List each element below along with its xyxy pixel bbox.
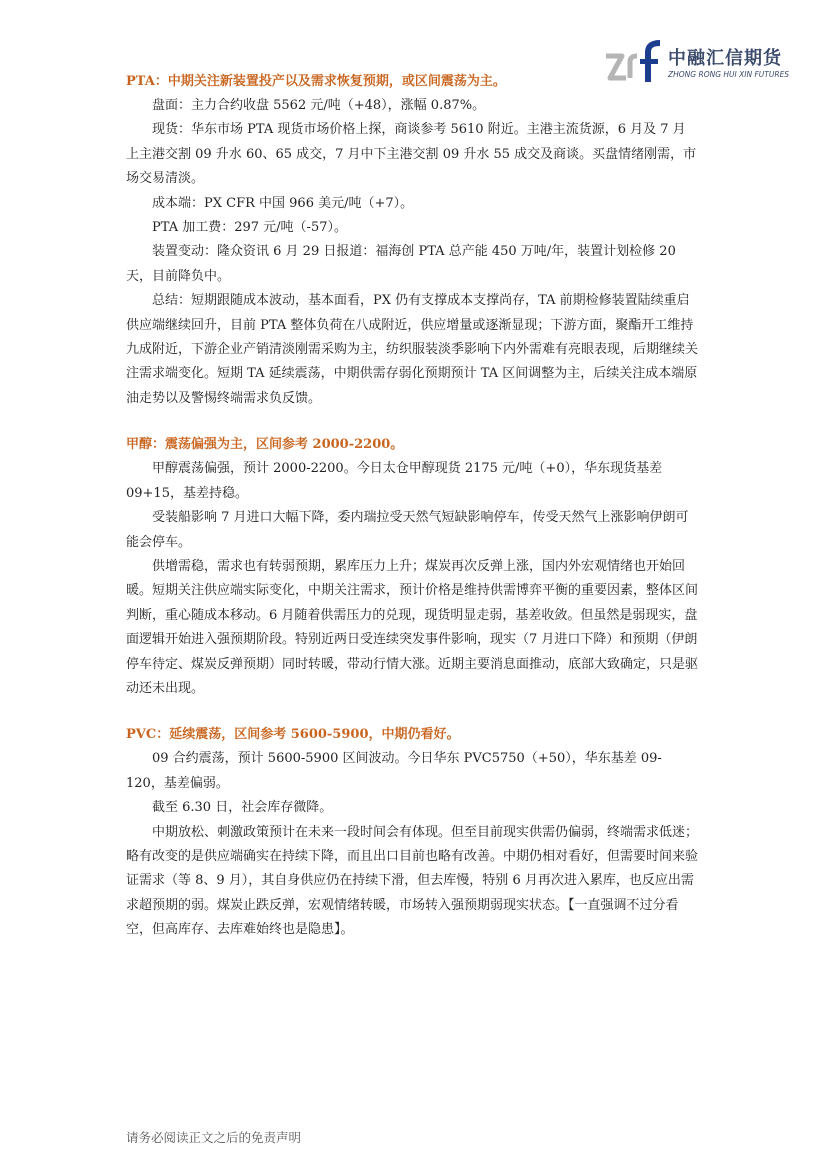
company-name-en: ZHONG RONG HUI XIN FUTURES: [668, 70, 790, 79]
section-heading-pvc: PVC：延续震荡，区间参考 5600-5900，中期仍看好。: [126, 727, 460, 743]
paragraph: PTA 加工费：297 元/吨（-57）。: [152, 220, 347, 236]
section-heading-methanol: 甲醇：震荡偏强为主，区间参考 2000-2200。: [126, 437, 404, 453]
paragraph: 成本端：PX CFR 中国 966 美元/吨（+7）。: [152, 195, 414, 211]
paragraph: 截至 6.30 日，社会库存微降。: [152, 800, 333, 816]
paragraph: 现货：华东市场 PTA 现货市场价格上探，商谈参考 5610 附近。主港主流货源，6 月及 7 月上主港交割 09 升水 60、65 成交，7 月中下主港交割 09 升水 55 成交及商谈。买盘情绪刚需，市场交易清淡。: [126, 122, 697, 187]
paragraph: 总结：短期跟随成本波动，基本面看，PX 仍有支撑成本支撑尚存，TA 前期检修装置陆续重启供应端继续回升，目前 PTA 整体负荷在八成附近，供应增量或逐渐显现；下游方面，聚酯开工维持九成附近，下游企业产销清淡刚需采购为主，纺织服装淡季影响下内外需难有亮眼表现，后期继续关注需求端变化。短期 TA 延续震荡，中期供需存弱化预期预计 TA 区间调整为主，后续关注成本端原油走势以及警惕终端需求负反馈。: [126, 293, 699, 406]
report-body: [126, 70, 698, 943]
paragraph: 盘面：主力合约收盘 5562 元/吨（+48），涨幅 0.87%。: [152, 98, 486, 113]
section-pta: [126, 70, 698, 411]
paragraph: 受装船影响 7 月进口大幅下降，委内瑞拉受天然气短缺影响停车，传受天然气上涨影响伊朗可能会停车。: [126, 510, 689, 550]
section-pvc: [126, 723, 698, 942]
company-name: 中融汇信期货: [668, 48, 782, 69]
section-heading-pta: PTA：中期关注新装置投产以及需求恢复预期，或区间震荡为主。: [126, 74, 506, 89]
paragraph: 供增需稳，需求也有转弱预期，累库压力上升；煤炭再次反弹上涨，国内外宏观情绪也开始回暖。短期关注供应端实际变化，中期关注需求，预计价格是维持供需博弈平衡的重要因素，整体区间判断，重心随成本移动。6 月随着供需压力的兑现，现货明显走弱，基差收敛。但虽然是弱现实，盘面逻辑开始进入强预期阶段。特别近两日受连续突发事件影响，现实（7 月进口下降）和预期（伊朗停车待定、煤炭反弹预期）同时转暖，带动行情大涨。近期主要消息面推动，底部大致确定，只是驱动还未出现。: [126, 558, 699, 696]
paragraph: 甲醇震荡偏强，预计 2000-2200。今日太仓甲醇现货 2175 元/吨（+0），华东现货基差 09+15，基差持稳。: [126, 461, 663, 501]
paragraph: 装置变动：隆众资讯 6 月 29 日报道：福海创 PTA 总产能 450 万吨/年，装置计划检修 20 天，目前降负中。: [126, 244, 676, 284]
section-methanol: [126, 433, 698, 701]
paragraph: 中期放松、刺激政策预计在未来一段时间会有体现。但至目前现实供需仍偏弱，终端需求低迷；略有改变的是供应端确实在持续下降，而且出口目前也略有改善。中期仍相对看好，但需要时间来验证需求（等 8、9 月），其自身供应仍在持续下滑，但去库慢，特别 6 月再次进入累库，也反应出需求超预期的弱。煤炭止跌反弹，宏观情绪转暖，市场转入强预期弱现实状态。【一直强调不过分看空，但高库存、去库难始终也是隐患】。: [126, 824, 699, 938]
paragraph: 09 合约震荡，预计 5600-5900 区间波动。今日华东 PVC5750（+50），华东基差 09-120，基差偏弱。: [126, 751, 662, 791]
disclaimer-footer: 请务必阅读正文之后的免责声明: [126, 1130, 302, 1145]
